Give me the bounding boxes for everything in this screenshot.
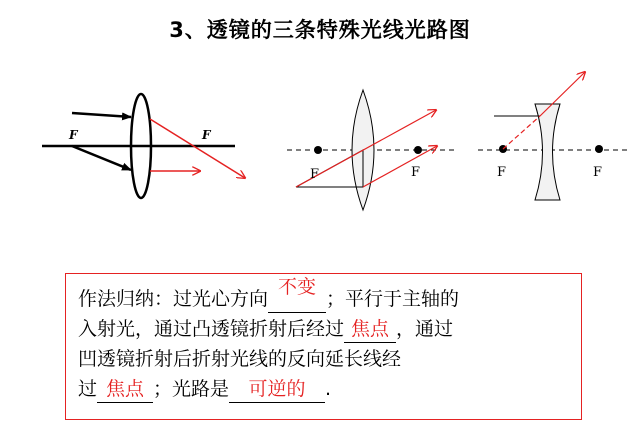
focus-label-right: F (411, 165, 421, 180)
focus-point-right (595, 145, 603, 153)
answer-blank (268, 276, 326, 313)
focus-label-left: F (69, 128, 78, 142)
answer-blank (229, 376, 325, 403)
answer-blank (344, 316, 396, 343)
summary-text: 入射光，通过凸透镜折射后经过 (78, 318, 345, 340)
summary-text: 作法归纳：过光心方向 (78, 288, 269, 310)
summary-text: 过 (78, 378, 98, 400)
focus-point-right (414, 146, 422, 154)
focus-label-right: F (593, 165, 603, 180)
concave-lens (535, 104, 560, 200)
page-title: 3、透镜的三条特殊光线光路图 (169, 18, 471, 42)
summary-line-4 (78, 376, 331, 403)
summary-text: . (325, 378, 332, 400)
convex-lens-diagram-2 (287, 90, 458, 210)
convex-lens-diagram-1 (42, 94, 245, 198)
incident-ray-parallel (72, 113, 131, 117)
refracted-ray-through-focus (150, 119, 245, 178)
summary-line-3 (78, 346, 401, 372)
answer-text: 不变 (278, 276, 317, 298)
virtual-extension-line (503, 116, 540, 149)
focus-point-left (314, 146, 322, 154)
summary-line-2 (78, 316, 453, 343)
focus-label-left: F (497, 165, 507, 180)
incident-ray-through-focus (72, 146, 131, 170)
answer-text: 焦点 (351, 318, 390, 340)
summary-text: ；光路是 (153, 378, 230, 400)
answer-blank (97, 376, 153, 403)
answer-text: 可逆的 (248, 378, 306, 400)
concave-lens-diagram (478, 72, 630, 200)
refracted-ray (540, 72, 585, 116)
summary-text: ，通过 (396, 318, 454, 340)
summary-text: ；平行于主轴的 (326, 288, 460, 310)
answer-text: 焦点 (106, 378, 145, 400)
summary-line-1 (78, 276, 460, 313)
focus-label-left: F (310, 167, 320, 182)
focus-label-right: F (202, 128, 211, 142)
summary-text: 凹透镜折射后折射光线的反向延长线经 (78, 348, 402, 370)
